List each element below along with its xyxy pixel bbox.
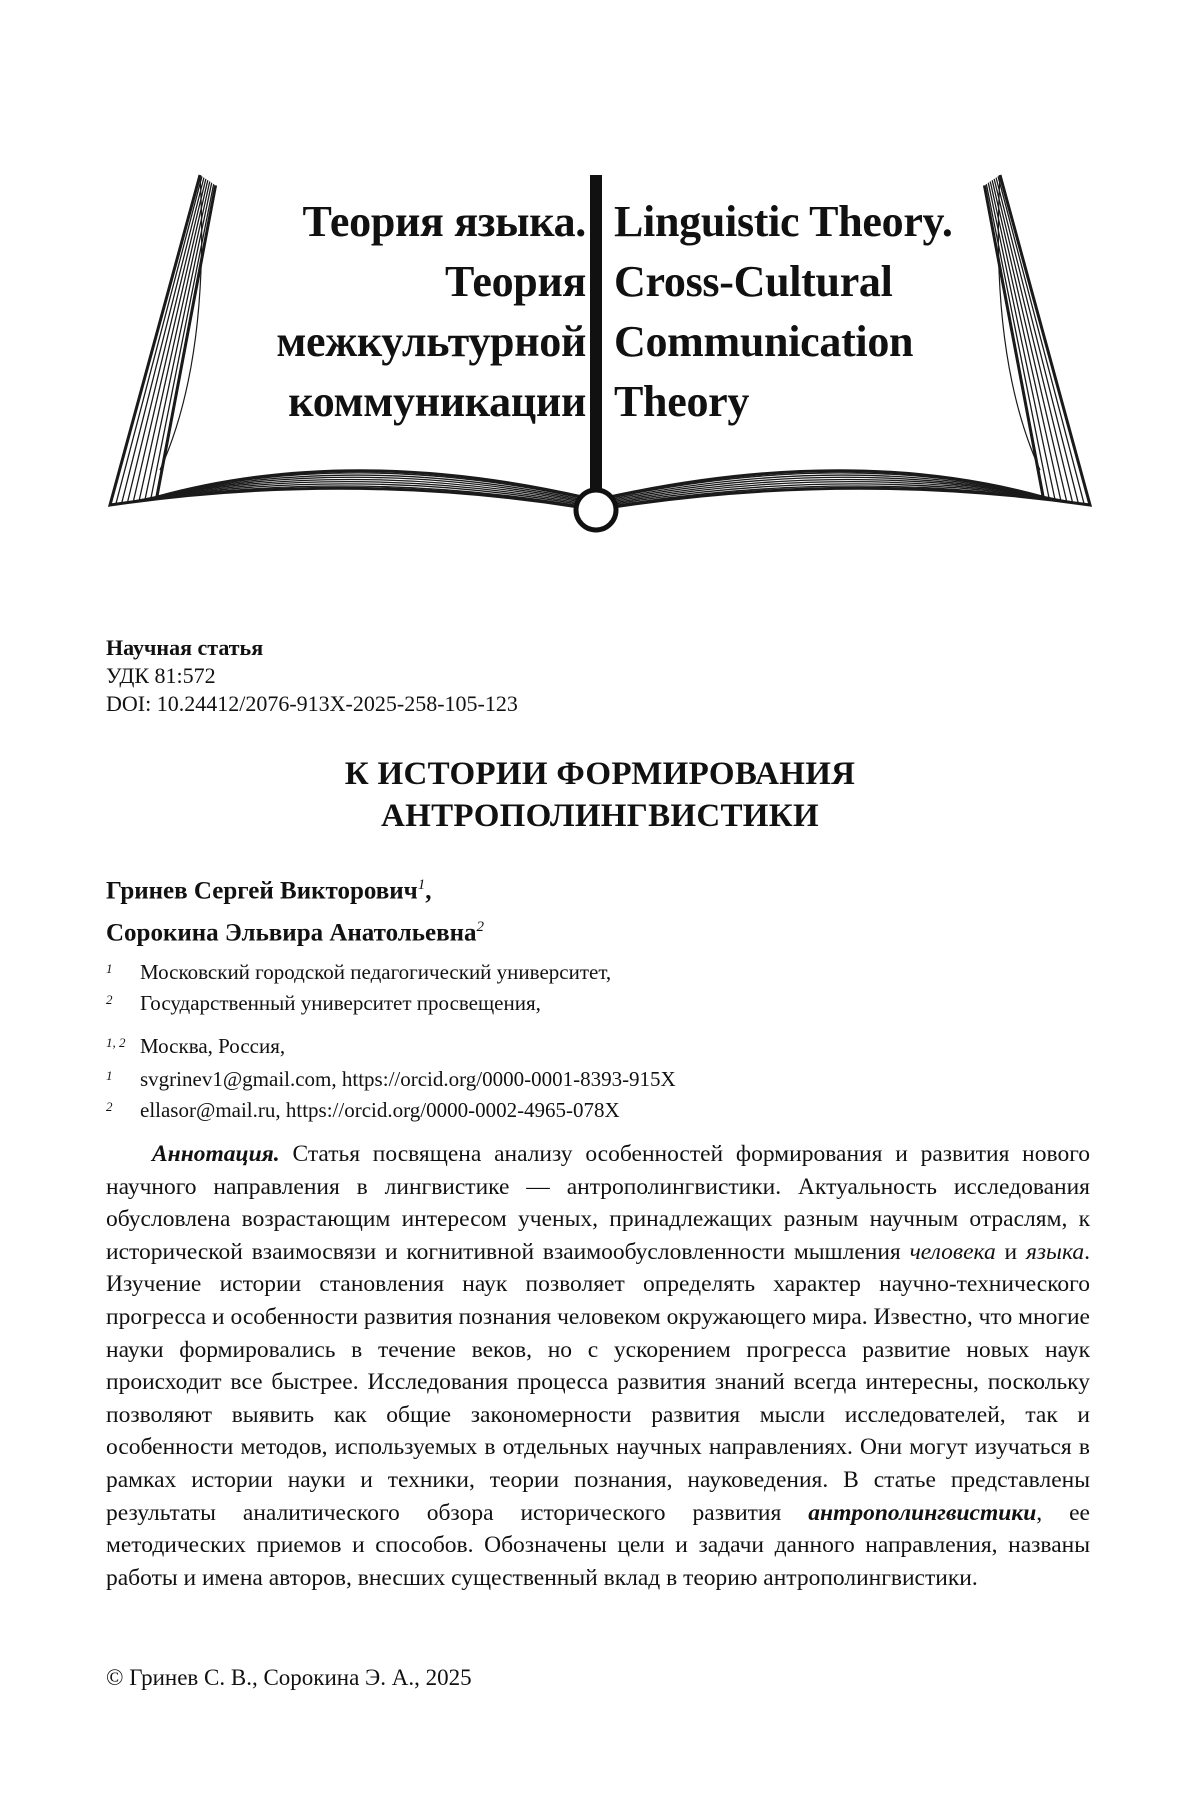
journal-section-title-en bbox=[614, 192, 953, 432]
author-list bbox=[106, 867, 484, 952]
abstract-text: . Изучение истории становления наук позволяет определять характер научно-технического прогресса и особенности развития познания человеком окружающего мира. Известно, что многие науки формировались в течение веков, но с ускорением прогресса развитие новых наук происходит все быстрее. Исследования процесса развития знаний всегда интересны, поскольку позволяют выявить как общие закономерности развития мысли исследователей, так и особенности методов, используемых в отдельных научных направлениях. Они могут изучаться в рамках истории науки и техники, теории познания, науковедения. В статье представлены результаты аналитического обзора исторического развития bbox=[106, 1238, 1091, 1526]
author-line bbox=[106, 909, 484, 951]
author-mark: 1 bbox=[417, 877, 426, 893]
open-book-emblem bbox=[0, 0, 1200, 560]
header-en-line: Cross-Cultural bbox=[614, 257, 893, 306]
author-separator: , bbox=[425, 877, 432, 905]
abstract-italic-term: человека bbox=[909, 1238, 996, 1265]
article-title-line: К ИСТОРИИ ФОРМИРОВАНИЯ bbox=[344, 756, 856, 792]
article-title bbox=[0, 753, 1200, 837]
header-en-line: Communication bbox=[614, 317, 914, 366]
author-line bbox=[106, 867, 484, 909]
affiliation bbox=[106, 986, 611, 1017]
affiliation bbox=[106, 955, 611, 986]
contact-list bbox=[106, 1062, 676, 1124]
affiliation-text: Москва, Россия, bbox=[140, 1034, 286, 1058]
journal-section-title-ru bbox=[276, 192, 586, 432]
header-ru-line: Теория bbox=[444, 257, 586, 306]
udc-code: УДК 81:572 bbox=[106, 663, 216, 688]
abstract-text: Статья посвящена анализу особенностей формирования и развития нового научного направления в лингвистике — антрополингвистики. Актуальность исследования обусловлена возрастающим интересом ученых, принадлежащих разным научным отраслям, к исторической взаимосвязи и когнитивной взаимообусловленности мышления bbox=[106, 1141, 1090, 1265]
author-name: Гринев Сергей Викторович bbox=[106, 877, 418, 905]
article-title-line: АНТРОПОЛИНГВИСТИКИ bbox=[381, 798, 819, 834]
spine-knob bbox=[576, 490, 616, 530]
abstract bbox=[106, 1138, 1090, 1594]
contact-mark: 1 bbox=[106, 1068, 113, 1083]
abstract-text: и bbox=[995, 1238, 1026, 1265]
article-type: Научная статья bbox=[106, 635, 264, 660]
contact-text[interactable]: ellasor@mail.ru, https://orcid.org/0000-0002-4965-078X bbox=[140, 1098, 620, 1122]
abstract-italic-term: языка bbox=[1025, 1238, 1085, 1265]
contact-text[interactable]: svgrinev1@gmail.com, https://orcid.org/0000-0001-8393-915X bbox=[140, 1067, 676, 1091]
book-spine bbox=[590, 175, 602, 507]
header-ru-line: межкультурной bbox=[276, 317, 586, 366]
affiliation-text: Московский городской педагогический университет, bbox=[140, 960, 612, 984]
author-name: Сорокина Эльвира Анатольевна bbox=[106, 919, 477, 947]
affiliation-text: Государственный университет просвещения, bbox=[140, 991, 541, 1015]
doi[interactable]: DOI: 10.24412/2076-913X-2025-258-105-123 bbox=[106, 691, 518, 716]
header-ru-line: Теория языка. bbox=[302, 197, 586, 246]
affiliation-mark: 1, 2 bbox=[106, 1035, 126, 1050]
header-en-line: Theory bbox=[614, 377, 750, 426]
abstract-key-term: антрополингвистики bbox=[808, 1499, 1037, 1526]
author-mark: 2 bbox=[476, 919, 485, 936]
affiliation-mark: 1 bbox=[106, 961, 113, 976]
abstract-text: , ее методических приемов и способов. Обозначены цели и задачи данного направления, названы работы и имена авторов, внесших существенный вклад в теорию антрополингвистики. bbox=[106, 1499, 1090, 1591]
affiliation-mark: 2 bbox=[106, 992, 113, 1007]
abstract-label: Аннотация. bbox=[152, 1141, 280, 1167]
contact bbox=[106, 1062, 676, 1093]
copyright: © Гринев С. В., Сорокина Э. А., 2025 bbox=[106, 1665, 472, 1690]
article-meta bbox=[106, 634, 518, 718]
affiliation-list bbox=[106, 955, 611, 1060]
header-ru-line: коммуникации bbox=[288, 377, 586, 426]
contact bbox=[106, 1093, 676, 1124]
contact-mark: 2 bbox=[106, 1099, 113, 1114]
header-en-line: Linguistic Theory. bbox=[614, 197, 953, 246]
affiliation bbox=[106, 1029, 611, 1060]
